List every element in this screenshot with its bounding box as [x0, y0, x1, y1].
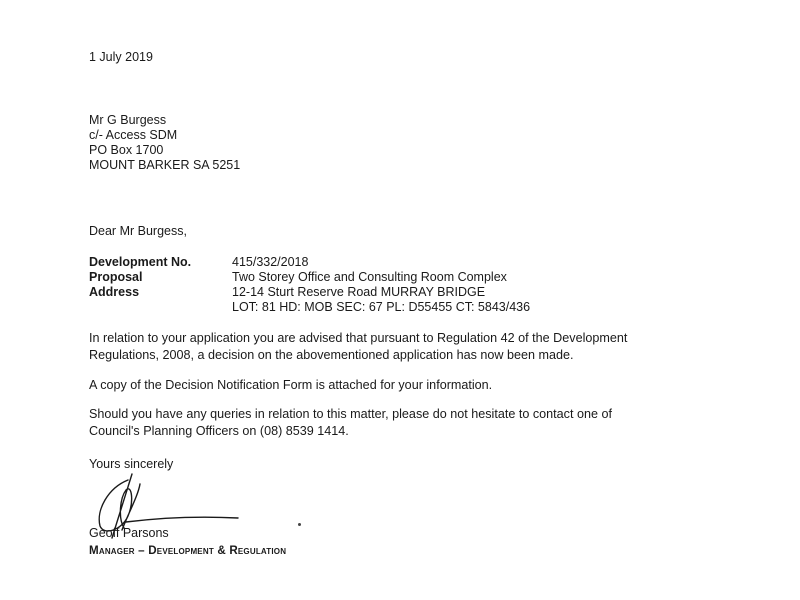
salutation: Dear Mr Burgess,	[89, 224, 187, 238]
paragraph-contact-line2: Council's Planning Officers on (08) 8539 1414.	[89, 424, 349, 438]
proposal-value: Two Storey Office and Consulting Room Complex	[232, 270, 507, 284]
paragraph-contact-line1: Should you have any queries in relation to this matter, please do not hesitate to contact one of	[89, 407, 612, 421]
closing: Yours sincerely	[89, 457, 174, 471]
signatory-name: Geoff Parsons	[89, 526, 169, 540]
paragraph-attachment: A copy of the Decision Notification Form is attached for your information.	[89, 378, 493, 392]
address-line1: 12-14 Sturt Reserve Road MURRAY BRIDGE	[232, 285, 486, 299]
address-label: Address	[89, 285, 140, 299]
development-label: Development No.	[89, 255, 192, 269]
address-line2: LOT: 81 HD: MOB SEC: 67 PL: D55455 CT: 5843/436	[232, 300, 531, 314]
paragraph-decision	[89, 330, 749, 364]
proposal-label: Proposal	[89, 270, 143, 284]
recipient-address	[89, 113, 240, 173]
paragraph-decision-line2: Regulations, 2008, a decision on the abovementioned application has now been made.	[89, 348, 574, 362]
ink-dot	[298, 523, 301, 526]
development-value: 415/332/2018	[232, 255, 309, 269]
recipient-name: Mr G Burgess	[89, 113, 167, 127]
recipient-care-of: c/- Access SDM	[89, 128, 178, 142]
recipient-po-box: PO Box 1700	[89, 143, 164, 157]
letter-date: 1 July 2019	[89, 50, 153, 64]
signatory-title: Manager – Development & Regulation	[89, 544, 287, 557]
recipient-city: MOUNT BARKER SA 5251	[89, 158, 241, 172]
paragraph-decision-line1: In relation to your application you are advised that pursuant to Regulation 42 of the Development	[89, 331, 628, 345]
paragraph-contact	[89, 406, 749, 440]
